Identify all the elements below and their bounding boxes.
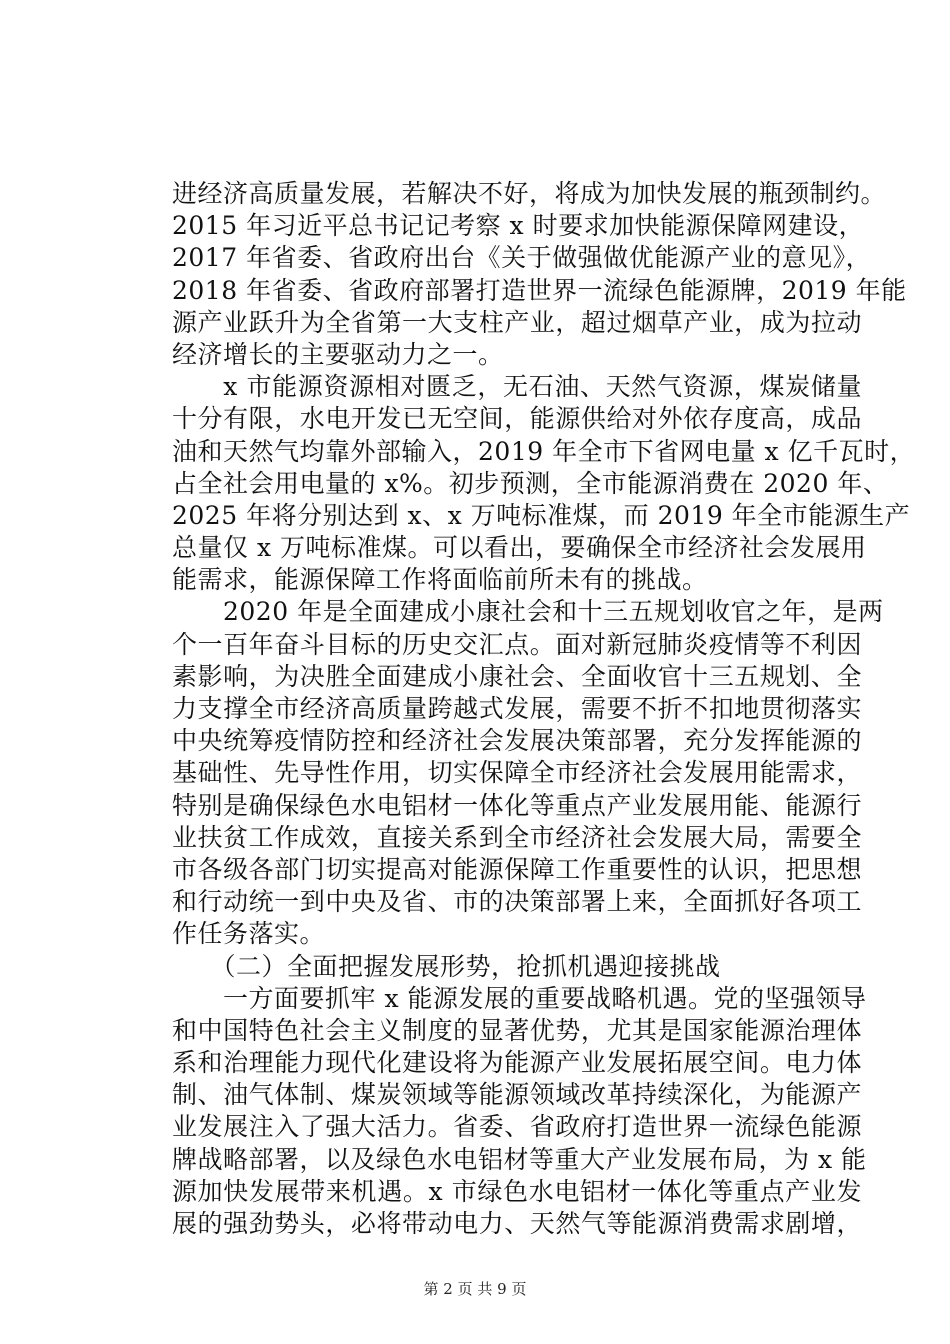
text-line: 源加快发展带来机遇。x 市绿色水电铝材一体化等重点产业发 (172, 1176, 862, 1206)
text-line: 一方面要抓牢 x 能源发展的重要战略机遇。党的坚强领导 (172, 983, 867, 1013)
text-line: 十分有限，水电开发已无空间，能源供给对外依存度高，成品 (172, 404, 862, 434)
text-line: 占全社会用电量的 x%。初步预测，全市能源消费在 2020 年、 (172, 468, 889, 498)
text-line: 系和治理能力现代化建设将为能源产业发展拓展空间。电力体 (172, 1048, 862, 1078)
text-line: 个一百年奋斗目标的历史交汇点。面对新冠肺炎疫情等不利因 (172, 629, 862, 659)
text-line: 市各级各部门切实提高对能源保障工作重要性的认识，把思想 (172, 854, 862, 884)
text-line: 基础性、先导性作用，切实保障全市经济社会发展用能需求， (172, 758, 862, 788)
text-line: 经济增长的主要驱动力之一。 (172, 339, 504, 369)
text-line: 业扶贫工作成效，直接关系到全市经济社会发展大局，需要全 (172, 822, 862, 852)
text-line: 2020 年是全面建成小康社会和十三五规划收官之年，是两 (172, 597, 884, 627)
text-line: 总量仅 x 万吨标准煤。可以看出，要确保全市经济社会发展用 (172, 533, 867, 563)
page-footer: 第 2 页 共 9 页 (423, 1280, 527, 1298)
text-line: 2025 年将分别达到 x、x 万吨标准煤，而 2019 年全市能源生产 (172, 500, 911, 530)
body-text (172, 178, 916, 1240)
text-line: 源产业跃升为全省第一大支柱产业，超过烟草产业，成为拉动 (172, 307, 862, 337)
text-line: 2015 年习近平总书记记考察 x 时要求加快能源保障网建设， (172, 211, 865, 241)
text-line: 中央统筹疫情防控和经济社会发展决策部署，充分发挥能源的 (172, 726, 862, 756)
text-line: 能需求，能源保障工作将面临前所未有的挑战。 (172, 565, 708, 595)
text-line: 展的强劲势头，必将带动电力、天然气等能源消费需求剧增， (172, 1209, 862, 1238)
text-line: 2018 年省委、省政府部署打造世界一流绿色能源牌，2019 年能 (172, 275, 907, 305)
text-line: 作任务落实。 (172, 919, 326, 949)
text-line: 2017 年省委、省政府出台《关于做强做优能源产业的意见》， (172, 243, 872, 273)
text-line: 进经济高质量发展，若解决不好，将成为加快发展的瓶颈制约。 (172, 179, 887, 208)
text-line: 牌战略部署，以及绿色水电铝材等重大产业发展布局，为 x 能 (172, 1144, 867, 1174)
text-line: 特别是确保绿色水电铝材一体化等重点产业发展用能、能源行 (172, 790, 862, 820)
text-line: 力支撑全市经济高质量跨越式发展，需要不折不扣地贯彻落实 (172, 694, 862, 723)
text-line: x 市能源资源相对匮乏，无石油、天然气资源，煤炭储量 (172, 372, 862, 402)
text-line: 制、油气体制、煤炭领域等能源领域改革持续深化，为能源产 (172, 1080, 862, 1110)
text-line: 素影响，为决胜全面建成小康社会、全面收官十三五规划、全 (172, 661, 862, 691)
text-line: 和中国特色社会主义制度的显著优势，尤其是国家能源治理体 (172, 1015, 862, 1045)
text-line: 业发展注入了强大活力。省委、省政府打造世界一流绿色能源 (172, 1112, 862, 1142)
text-line: 和行动统一到中央及省、市的决策部署上来，全面抓好各项工 (172, 887, 862, 917)
text-line: 油和天然气均靠外部输入，2019 年全市下省网电量 x 亿千瓦时， (172, 436, 916, 466)
section-heading: （二）全面把握发展形势，抢抓机遇迎接挑战 (172, 951, 721, 981)
